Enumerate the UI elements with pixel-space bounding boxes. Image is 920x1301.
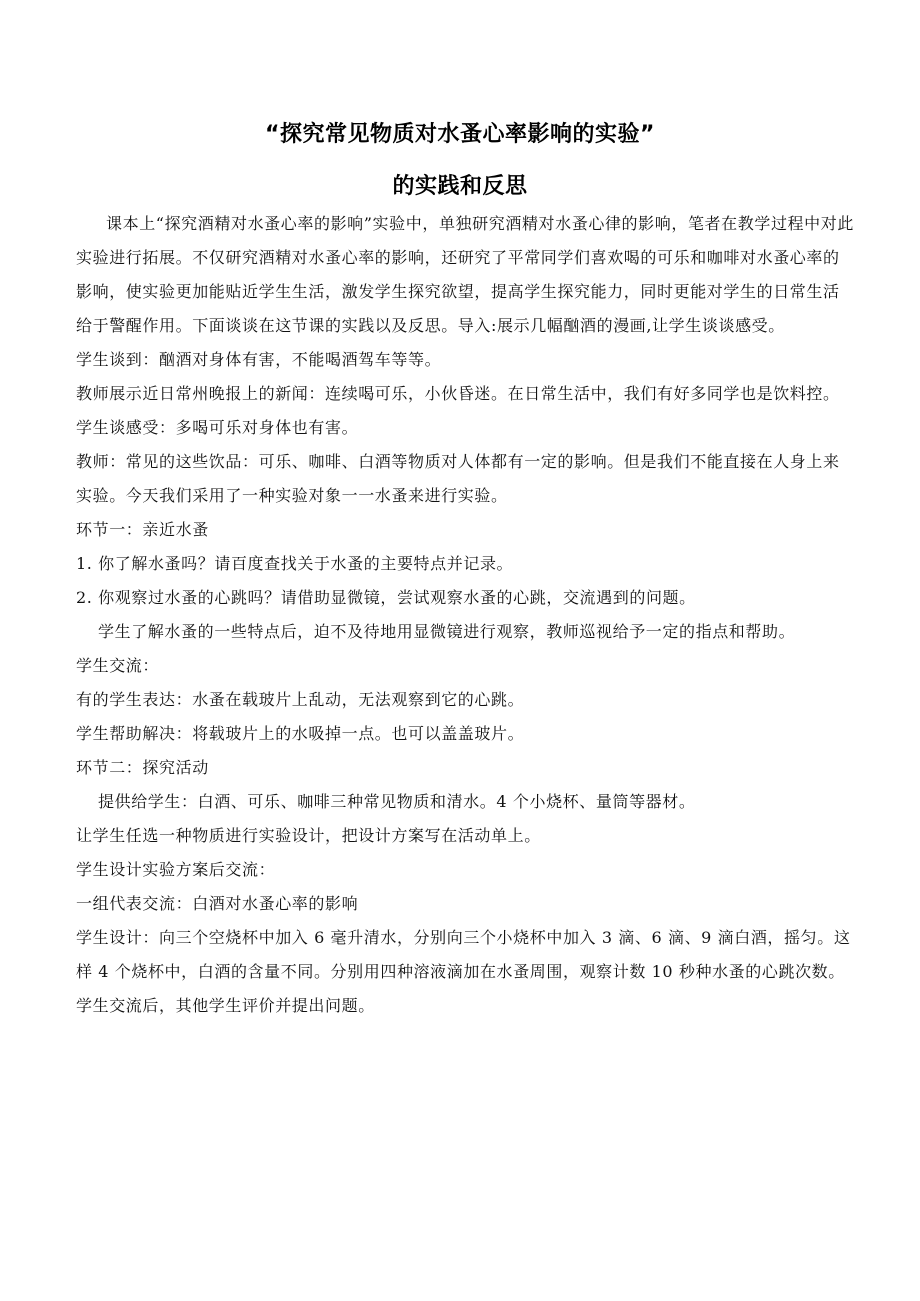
section-heading-2: 环节二：探究活动 — [76, 758, 209, 777]
paragraph: 学生交流： — [76, 656, 160, 675]
paragraph: 一组代表交流：白酒对水蚤心率的影响 — [76, 894, 359, 913]
list-item-2: 2. 你观察过水蚤的心跳吗？请借助显微镜，尝试观察水蚤的心跳，交流遇到的问题。 — [76, 588, 696, 607]
title-line-1: “探究常见物质对水蚤心率影响的实验” — [265, 122, 655, 147]
paragraph: 教师展示近日常州晚报上的新闻：连续喝可乐，小伙昏迷。在日常生活中，我们有好多同学也是饮料控。 — [76, 384, 840, 403]
paragraph: 学生谈感受：多喝可乐对身体也有害。 — [76, 418, 359, 437]
title-line-2: 的实践和反思 — [392, 174, 528, 199]
paragraph: 学生谈到：酗酒对身体有害，不能喝酒驾车等等。 — [76, 350, 442, 369]
paragraph: 让学生任选一种物质进行实验设计，把设计方案写在活动单上。 — [76, 826, 541, 845]
paragraph: 学生设计实验方案后交流： — [76, 860, 276, 879]
document-body — [76, 207, 856, 1023]
paragraph-intro: 课本上“探究酒精对水蚤心率的影响”实验中，单独研究酒精对水蚤心律的影响，笔者在教学过程中对此实验进行拓展。不仅研究酒精对水蚤心率的影响，还研究了平常同学们喜欢喝的可乐和咖啡对水蚤心率的影响，使实验更加能贴近学生生活，激发学生探究欲望，提高学生探究能力，同时更能对学生的日常生活给于警醒作用。下面谈谈在这节课的实践以及反思。导入:展示几幅酗酒的漫画,让学生谈谈感受。 — [76, 214, 854, 335]
paragraph: 学生交流后，其他学生评价并提出问题。 — [76, 996, 375, 1015]
paragraph: 学生设计：向三个空烧杯中加入 6 毫升清水，分别向三个小烧杯中加入 3 滴、6 滴、9 滴白酒，摇匀。这样 4 个烧杯中，白酒的含量不同。分别用四种溶液滴加在水蚤周围，观察计数 10 秒种水蚤的心跳次数。 — [76, 928, 851, 981]
list-item-1: 1. 你了解水蚤吗？请百度查找关于水蚤的主要特点并记录。 — [76, 554, 514, 573]
section-heading-1: 环节一：亲近水蚤 — [76, 520, 209, 539]
paragraph: 教师：常见的这些饮品：可乐、咖啡、白酒等物质对人体都有一定的影响。但是我们不能直接在人身上来实验。今天我们采用了一种实验对象一一水蚤来进行实验。 — [76, 452, 840, 505]
paragraph: 学生帮助解决：将载玻片上的水吸掉一点。也可以盖盖玻片。 — [76, 724, 525, 743]
paragraph: 提供给学生：白酒、可乐、咖啡三种常见物质和清水。4 个小烧杯、量筒等器材。 — [98, 792, 696, 811]
paragraph: 有的学生表达：水蚤在载玻片上乱动，无法观察到它的心跳。 — [76, 690, 525, 709]
paragraph: 学生了解水蚤的一些特点后，迫不及待地用显微镜进行观察，教师巡视给予一定的指点和帮助。 — [98, 622, 796, 641]
